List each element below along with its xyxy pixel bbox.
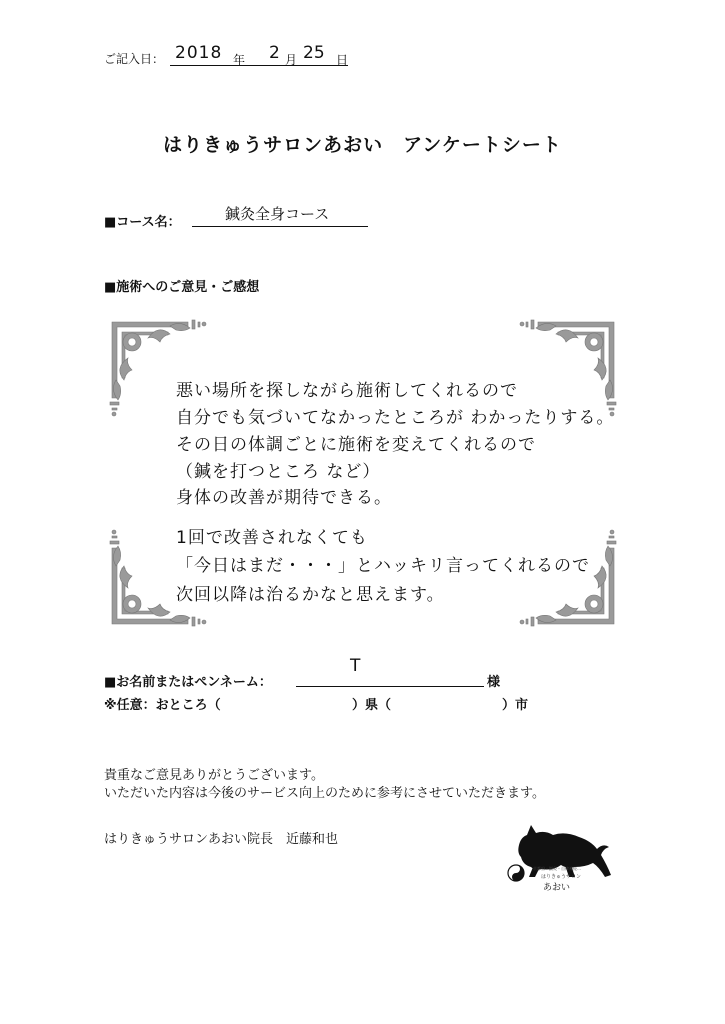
date-day: 25 <box>303 43 325 63</box>
comment-line-9: 次回以降は治るかなと思えます。 <box>176 585 445 605</box>
date-month-unit: 月 <box>285 53 298 67</box>
thanks-line-1: 貴重なご意見ありがとうございます。 <box>104 768 324 783</box>
comment-line-5: 身体の改善が期待できる。 <box>176 488 392 508</box>
frame-corner-bottom-right <box>520 530 616 626</box>
comment-line-1: 悪い場所を探しながら施術してくれるので <box>176 381 518 401</box>
prefecture-suffix: ）県（ <box>352 698 392 713</box>
frame-corner-top-left <box>110 320 206 416</box>
date-label: ご記入日： <box>104 52 165 66</box>
signature: はりきゅうサロンあおい院長 近藤和也 <box>104 832 339 847</box>
thanks-line-2: いただいた内容は今後のサービス向上のために参考にさせていただきます。 <box>104 786 545 801</box>
course-underline <box>192 226 368 227</box>
comment-line-8: 「今日はまだ・・・」とハッキリ言ってくれるので <box>176 556 590 576</box>
page-title: はりきゅうサロンあおい アンケートシート <box>163 134 562 156</box>
comment-line-2: 自分でも気づいてなかったところが わかったりする。 <box>176 408 615 428</box>
course-label: ■コース名： <box>104 215 181 230</box>
frame-corner-top-right <box>520 320 616 416</box>
logo <box>505 823 615 898</box>
address-label: ※任意：おところ（ <box>104 698 221 713</box>
comment-line-7: 1回で改善されなくても <box>176 528 368 548</box>
date-day-unit: 日 <box>336 53 349 67</box>
logo-small-text: 京都府・鍼灸・自律神経… <box>533 866 581 871</box>
name-label: ■お名前またはペンネーム： <box>104 675 272 690</box>
name-underline <box>296 686 484 687</box>
name-value: T <box>350 656 361 676</box>
comment-line-3: その日の体調ごとに施術を変えてくれるので <box>176 435 536 455</box>
logo-name: あおい <box>543 883 571 893</box>
date-year: 2018 <box>175 43 223 63</box>
date-month: 2 <box>269 43 280 63</box>
date-year-unit: 年 <box>233 53 246 67</box>
date-underline <box>170 65 348 66</box>
name-suffix: 様 <box>487 675 501 690</box>
comments-label: ■施術へのご意見・ご感想 <box>104 280 260 295</box>
logo-subtitle: はりきゅうサロン <box>541 874 582 880</box>
comment-line-4: （鍼を打つところ など） <box>176 462 381 482</box>
course-value: 鍼灸全身コース <box>225 205 330 223</box>
city-suffix: ）市 <box>502 698 529 713</box>
